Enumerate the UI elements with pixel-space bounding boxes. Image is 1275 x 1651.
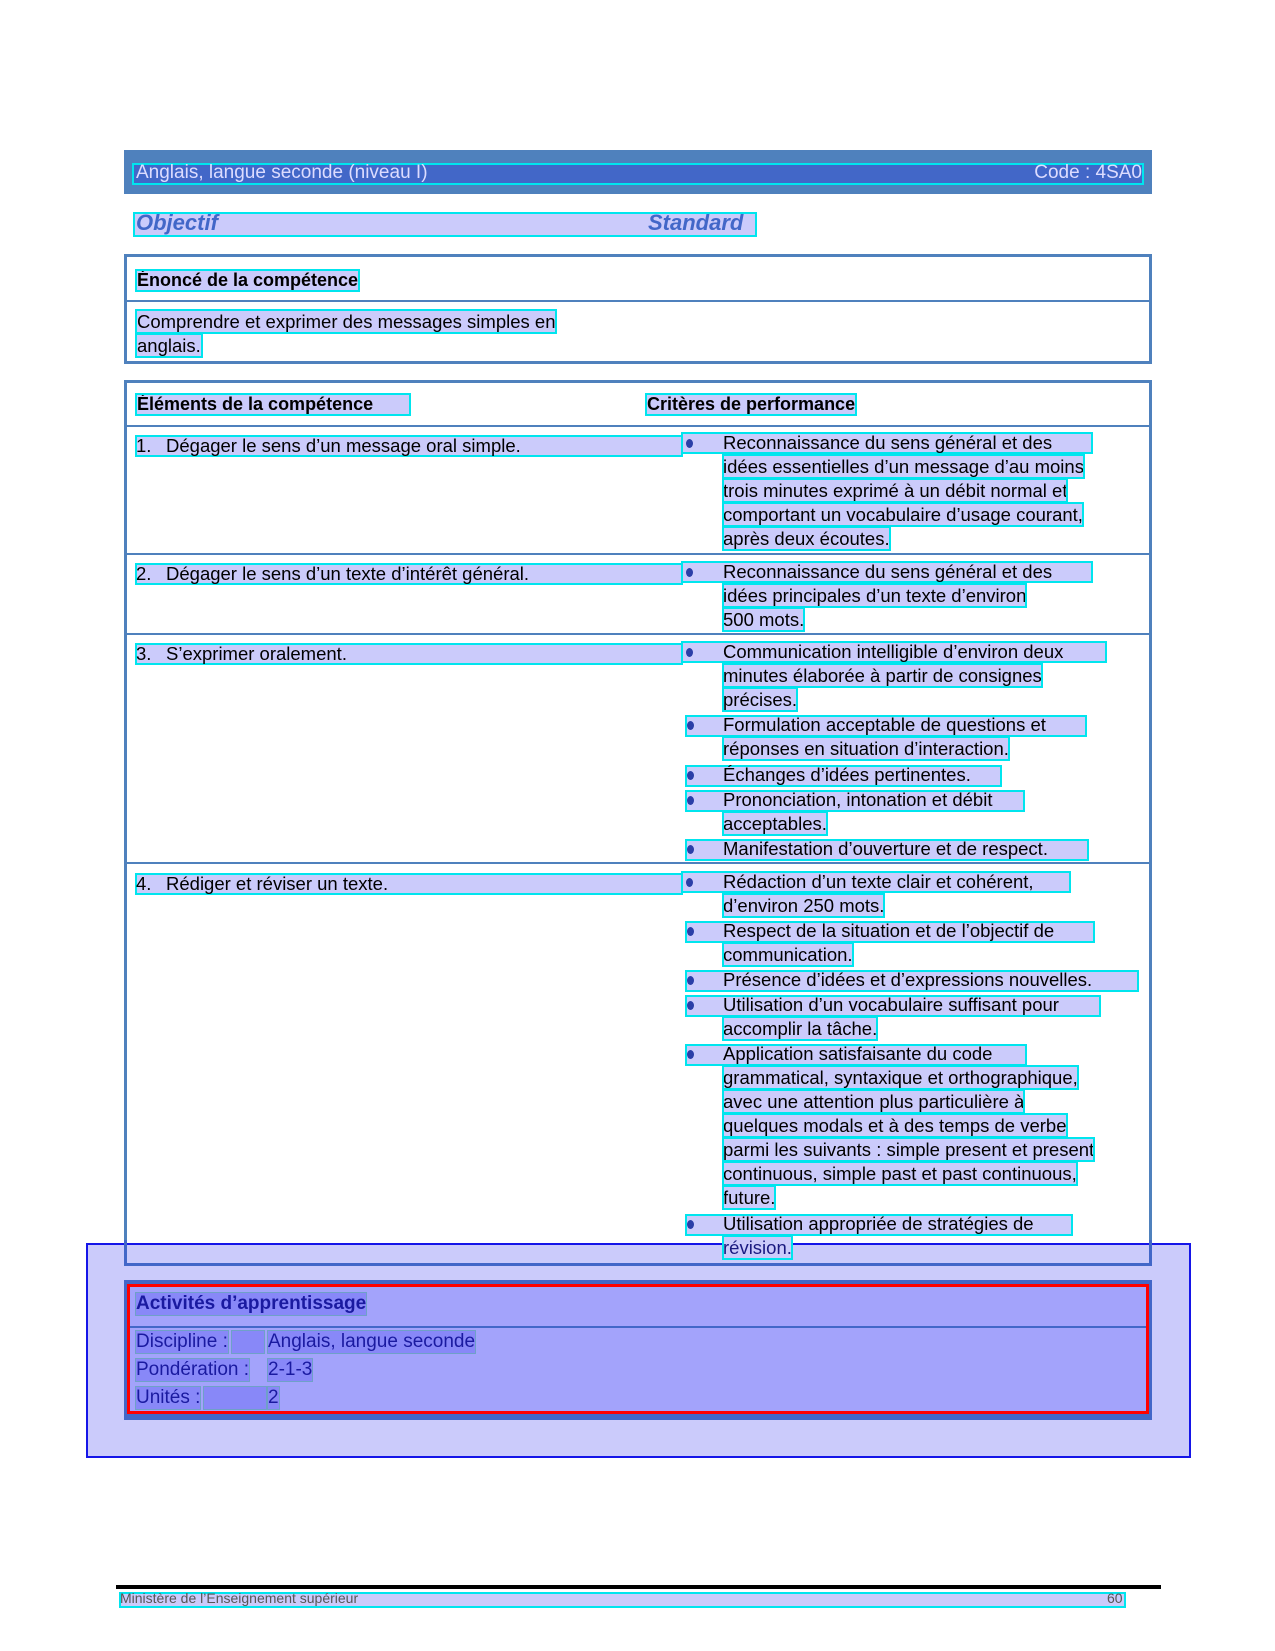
criterion-1-1-line: comportant un vocabulaire d’usage courant, (723, 504, 1083, 525)
ponderation-label: Pondération : (136, 1359, 250, 1380)
bullet-icon (687, 845, 694, 854)
criterion-2-1-line: 500 mots. (723, 609, 805, 630)
col-header-criteria: Critères de performance (647, 394, 856, 414)
criterion-4-6-line: révision. (723, 1237, 792, 1258)
criterion-3-3-line: Échanges d’idées pertinentes. (723, 764, 971, 785)
element-2-number: 2. (136, 563, 152, 584)
divider (127, 553, 1149, 555)
course-code: Code : 4SA0 (1034, 162, 1142, 183)
criterion-1-1-line: après deux écoutes. (723, 528, 890, 549)
criterion-4-4-line: Utilisation d’un vocabulaire suffisant pour (723, 994, 1059, 1015)
element-3-number: 3. (136, 643, 152, 664)
objectif-heading: Objectif (136, 210, 218, 235)
divider (127, 425, 1149, 427)
col-header-elements: Éléments de la compétence (136, 394, 410, 415)
criterion-3-1-line: minutes élaborée à partir de consignes (723, 665, 1042, 686)
footer-ministry: Ministère de l’Enseignement supérieur (120, 1590, 359, 1606)
standard-heading: Standard (648, 210, 744, 235)
criterion-4-5-line: grammatical, syntaxique et orthographique, (723, 1067, 1078, 1088)
bullet-icon (687, 976, 694, 985)
discipline-label: Discipline : (136, 1331, 228, 1352)
bullet-icon (686, 648, 693, 657)
bullet-icon (687, 721, 694, 730)
bullet-icon (686, 568, 693, 577)
unites-label: Unités : (136, 1387, 201, 1408)
criterion-3-1-line: Communication intelligible d’environ deux (723, 641, 1064, 662)
criterion-4-4-line: accomplir la tâche. (723, 1018, 878, 1039)
criterion-4-3-line: Présence d’idées et d’expressions nouvelles. (723, 969, 1093, 990)
criterion-4-5-line: parmi les suivants : simple present et present (723, 1139, 1095, 1160)
criterion-1-1-line: Reconnaissance du sens général et des (723, 432, 1053, 453)
element-4-number: 4. (136, 873, 152, 894)
bullet-icon (687, 796, 694, 805)
bullet-icon (687, 771, 694, 780)
criterion-4-5-line: Application satisfaisante du code (723, 1043, 993, 1064)
footer-rule (116, 1585, 1161, 1589)
discipline-value: Anglais, langue seconde (268, 1331, 476, 1352)
page-number: 60 (1107, 1590, 1123, 1606)
element-3-text: S’exprimer oralement. (166, 643, 347, 664)
criterion-3-1-line: précises. (723, 689, 798, 710)
element-2-text: Dégager le sens d’un texte d’intérêt général. (166, 563, 530, 584)
competence-line-2: anglais. (137, 335, 201, 356)
criterion-3-2-line: Formulation acceptable de questions et (723, 714, 1046, 735)
bullet-icon (687, 927, 694, 936)
criterion-2-1-line: idées principales d’un texte d’environ (723, 585, 1027, 606)
criterion-3-4-line: Prononciation, intonation et débit (723, 789, 993, 810)
divider (127, 300, 1149, 302)
criterion-2-1-line: Reconnaissance du sens général et des (723, 561, 1053, 582)
competence-line-1: Comprendre et exprimer des messages simples en (137, 311, 556, 332)
spacer (204, 1387, 266, 1409)
bullet-icon (687, 1001, 694, 1010)
criterion-4-6-line: Utilisation appropriée de stratégies de (723, 1213, 1034, 1234)
activities-heading: Activités d’apprentissage (136, 1293, 367, 1314)
criterion-3-4-line: acceptables. (723, 813, 827, 834)
criterion-1-1-line: idées essentielles d’un message d’au moins (723, 456, 1084, 477)
criterion-4-5-line: avec une attention plus particulière à (723, 1091, 1025, 1112)
criterion-4-1-line: d’environ 250 mots. (723, 895, 885, 916)
divider (127, 633, 1149, 635)
ponderation-value: 2-1-3 (268, 1359, 313, 1380)
bullet-icon (687, 1220, 694, 1229)
spacer (232, 1331, 264, 1353)
criterion-4-2-line: Respect de la situation et de l’objectif de (723, 920, 1055, 941)
competence-heading: Énoncé de la compétence (137, 270, 359, 290)
criterion-4-5-line: future. (723, 1187, 776, 1208)
criterion-4-5-line: continuous, simple past et past continuous, (723, 1163, 1077, 1184)
bullet-icon (687, 1050, 694, 1059)
criterion-3-5-line: Manifestation d’ouverture et de respect. (723, 838, 1048, 859)
criterion-1-1-line: trois minutes exprimé à un débit normal et (723, 480, 1068, 501)
table-bottom-border (124, 1240, 1152, 1266)
element-1-text: Dégager le sens d’un message oral simple. (166, 435, 521, 456)
criterion-4-1-line: Rédaction d’un texte clair et cohérent, (723, 871, 1034, 892)
course-title: Anglais, langue seconde (niveau I) (136, 162, 428, 183)
bullet-icon (686, 878, 693, 887)
criterion-4-5-line: quelques modals et à des temps de verbe (723, 1115, 1067, 1136)
criterion-4-2-line: communication. (723, 944, 853, 965)
element-4-text: Rédiger et réviser un texte. (166, 873, 389, 894)
criterion-3-2-line: réponses en situation d’interaction. (723, 738, 1009, 759)
bullet-icon (686, 439, 693, 448)
divider (127, 862, 1149, 864)
unites-value: 2 (268, 1387, 279, 1408)
divider (130, 1326, 1146, 1328)
element-1-number: 1. (136, 435, 152, 456)
